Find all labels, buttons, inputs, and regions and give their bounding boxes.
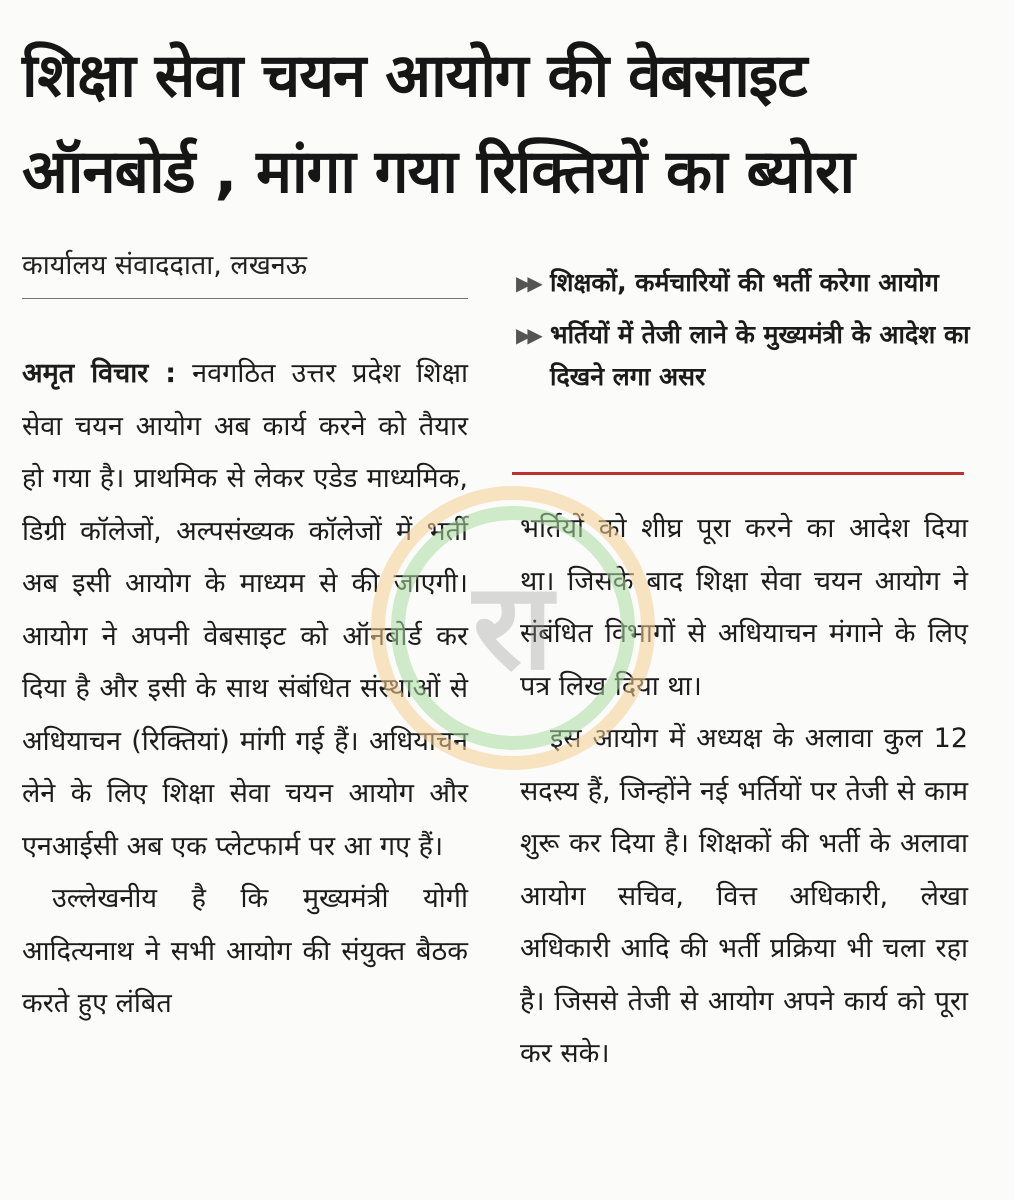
article-paragraph: भर्तियों को शीघ्र पूरा करने का आदेश दिया था। जिसके बाद शिक्षा सेवा चयन आयोग ने संबंधित विभागों से अधियाचन मंगाने के लिए पत्र लिख दिया था। <box>520 513 968 702</box>
highlight-item <box>516 262 986 304</box>
headline <box>22 28 992 220</box>
highlights-divider <box>512 472 964 475</box>
highlights-list <box>516 262 986 408</box>
highlight-item <box>516 314 986 398</box>
headline-line-2: ऑनबोर्ड , मांगा गया रिक्तियों का ब्योरा <box>22 137 855 207</box>
article-column-right <box>520 503 968 1081</box>
article-paragraph: उल्लेखनीय है कि मुख्यमंत्री योगी आदित्यनाथ ने सभी आयोग की संयुक्त बैठक करते हुए लंबित <box>22 883 468 1019</box>
next-article-fragment <box>0 1192 1014 1200</box>
article-column-left <box>22 348 468 1031</box>
double-arrow-icon: ▶▶ <box>516 323 539 347</box>
byline-divider <box>22 298 468 299</box>
paragraph-text: नवगठित उत्तर प्रदेश शिक्षा सेवा चयन आयोग अब कार्य करने को तैयार हो गया है। प्राथमिक से लेकर एडेड माध्यमिक, डिग्री कॉलेजों, अल्पसंख्यक कॉलेजों में भर्ती अब इसी आयोग के माध्यम से की जाएगी। आयोग ने अपनी वेबसाइट को ऑनबोर्ड कर दिया है और इसी के साथ संबंधित संस्थाओं से अधियाचन (रिक्तियां) मांगी गई हैं। अधियाचन लेने के लिए शिक्षा सेवा चयन आयोग और एनआईसी अब एक प्लेटफार्म पर आ गए हैं। <box>22 358 469 862</box>
article-paragraph: इस आयोग में अध्यक्ष के अलावा कुल 12 सदस्य हैं, जिन्होंने नई भर्तियों पर तेजी से काम शुरू कर दिया है। शिक्षकों की भर्ती के अलावा आयोग सचिव, वित्त अधिकारी, लेखा अधिकारी आदि की भर्ती प्रक्रिया भी चला रहा है। जिससे तेजी से आयोग अपने कार्य को पूरा कर सके। <box>520 723 968 1069</box>
article-paragraph <box>22 348 468 873</box>
watermark-glyph: रा <box>472 558 554 697</box>
highlight-text: शिक्षकों, कर्मचारियों की भर्ती करेगा आयोग <box>550 268 939 297</box>
byline: कार्यालय संवाददाता, लखनऊ <box>22 250 307 281</box>
lead-label: अमृत विचार : <box>22 358 177 389</box>
headline-line-1: शिक्षा सेवा चयन आयोग की वेबसाइट <box>22 41 807 111</box>
highlight-text: भर्तियों में तेजी लाने के मुख्यमंत्री के आदेश का दिखने लगा असर <box>550 320 970 391</box>
double-arrow-icon: ▶▶ <box>516 271 539 295</box>
